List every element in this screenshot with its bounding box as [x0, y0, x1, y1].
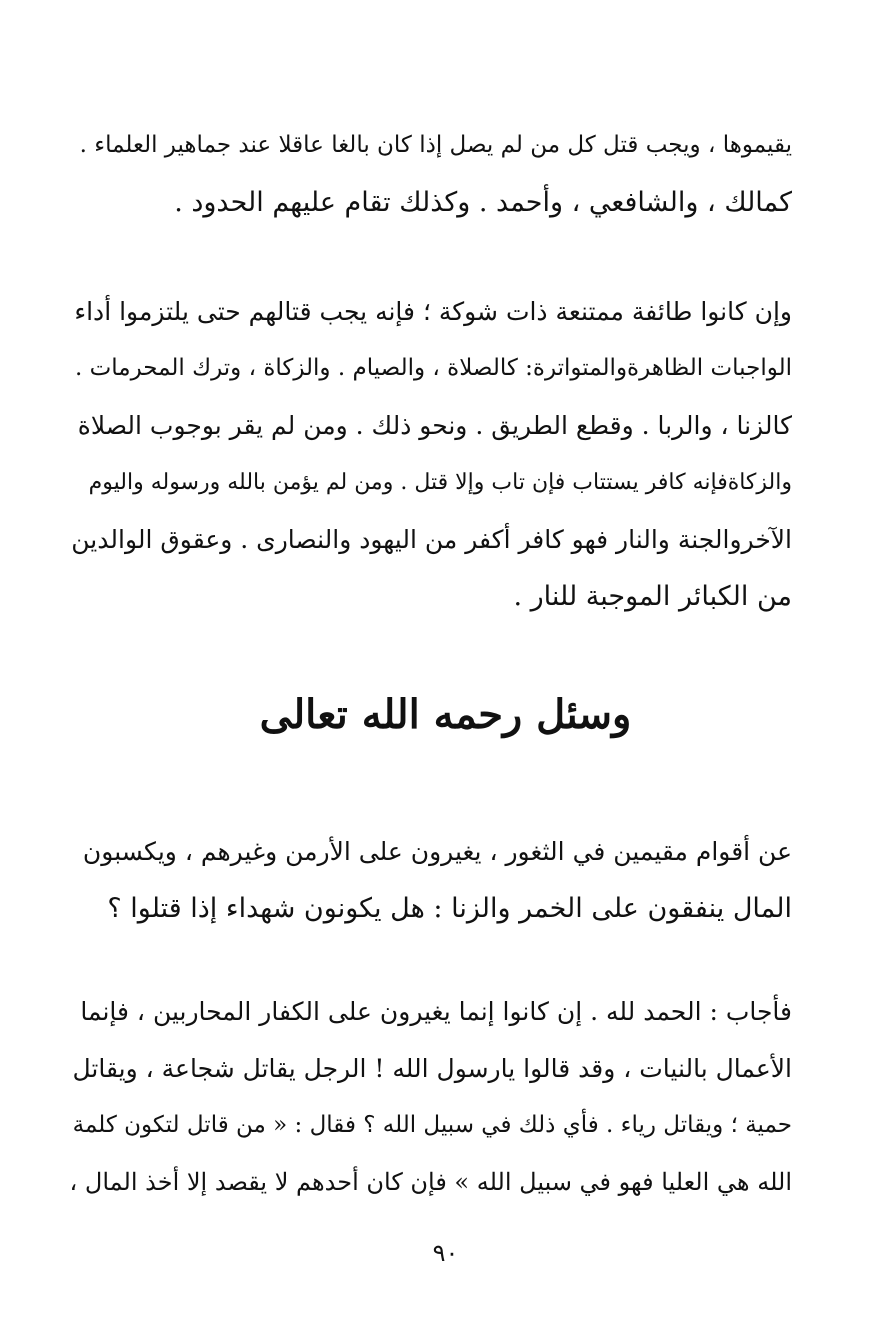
text-line: الله هي العليا فهو في سبيل الله » فإن كان أحدهم لا يقصد إلا أخذ المال ،	[69, 1168, 792, 1196]
paragraph-2	[60, 283, 792, 625]
text-line: يقيموها ، ويجب قتل كل من لم يصل إذا كان بالغا عاقلا عند جماهير العلماء .	[79, 132, 792, 158]
text-line: كالزنا ، والربا . وقطع الطريق . ونحو ذلك . ومن لم يقر بوجوب الصلاة	[77, 411, 792, 440]
text-line: والزكاةفإنه كافر يستتاب فإن تاب وإلا قتل . ومن لم يؤمن بالله ورسوله واليوم	[88, 470, 792, 495]
section-heading: وسئل رحمه الله تعالى	[259, 691, 632, 738]
text-line: الآخروالجنة والنار فهو كافر أكفر من اليهود والنصارى . وعقوق الوالدين	[71, 525, 792, 554]
paragraph-3	[60, 823, 792, 937]
text-line: كمالك ، والشافعي ، وأحمد . وكذلك تقام عليهم الحدود .	[174, 187, 792, 218]
text-line: حمية ؛ ويقاتل رياء . فأي ذلك في سبيل الله ؟ فقال : « من قاتل لتكون كلمة	[72, 1112, 792, 1138]
text-line: الواجبات الظاهرةوالمتواترة: كالصلاة ، والصيام . والزكاة ، وترك المحرمات .	[74, 355, 792, 381]
text-line: عن أقوام مقيمين في الثغور ، يغيرون على الأرمن وغيرهم ، ويكسبون	[82, 837, 792, 866]
page-number: ٩٠	[432, 1239, 459, 1267]
text-line: المال ينفقون على الخمر والزنا : هل يكونون شهداء إذا قتلوا ؟	[107, 893, 792, 924]
paragraph-4	[60, 983, 792, 1211]
text-line: وإن كانوا طائفة ممتنعة ذات شوكة ؛ فإنه يجب قتالهم حتى يلتزموا أداء	[74, 297, 792, 326]
text-line: من الكبائر الموجبة للنار .	[513, 581, 792, 612]
text-line: الأعمال بالنيات ، وقد قالوا يارسول الله ! الرجل يقاتل شجاعة ، ويقاتل	[72, 1054, 792, 1083]
text-line: فأجاب : الحمد لله . إن كانوا إنما يغيرون على الكفار المحاربين ، فإنما	[80, 997, 792, 1026]
paragraph-1	[60, 117, 792, 231]
